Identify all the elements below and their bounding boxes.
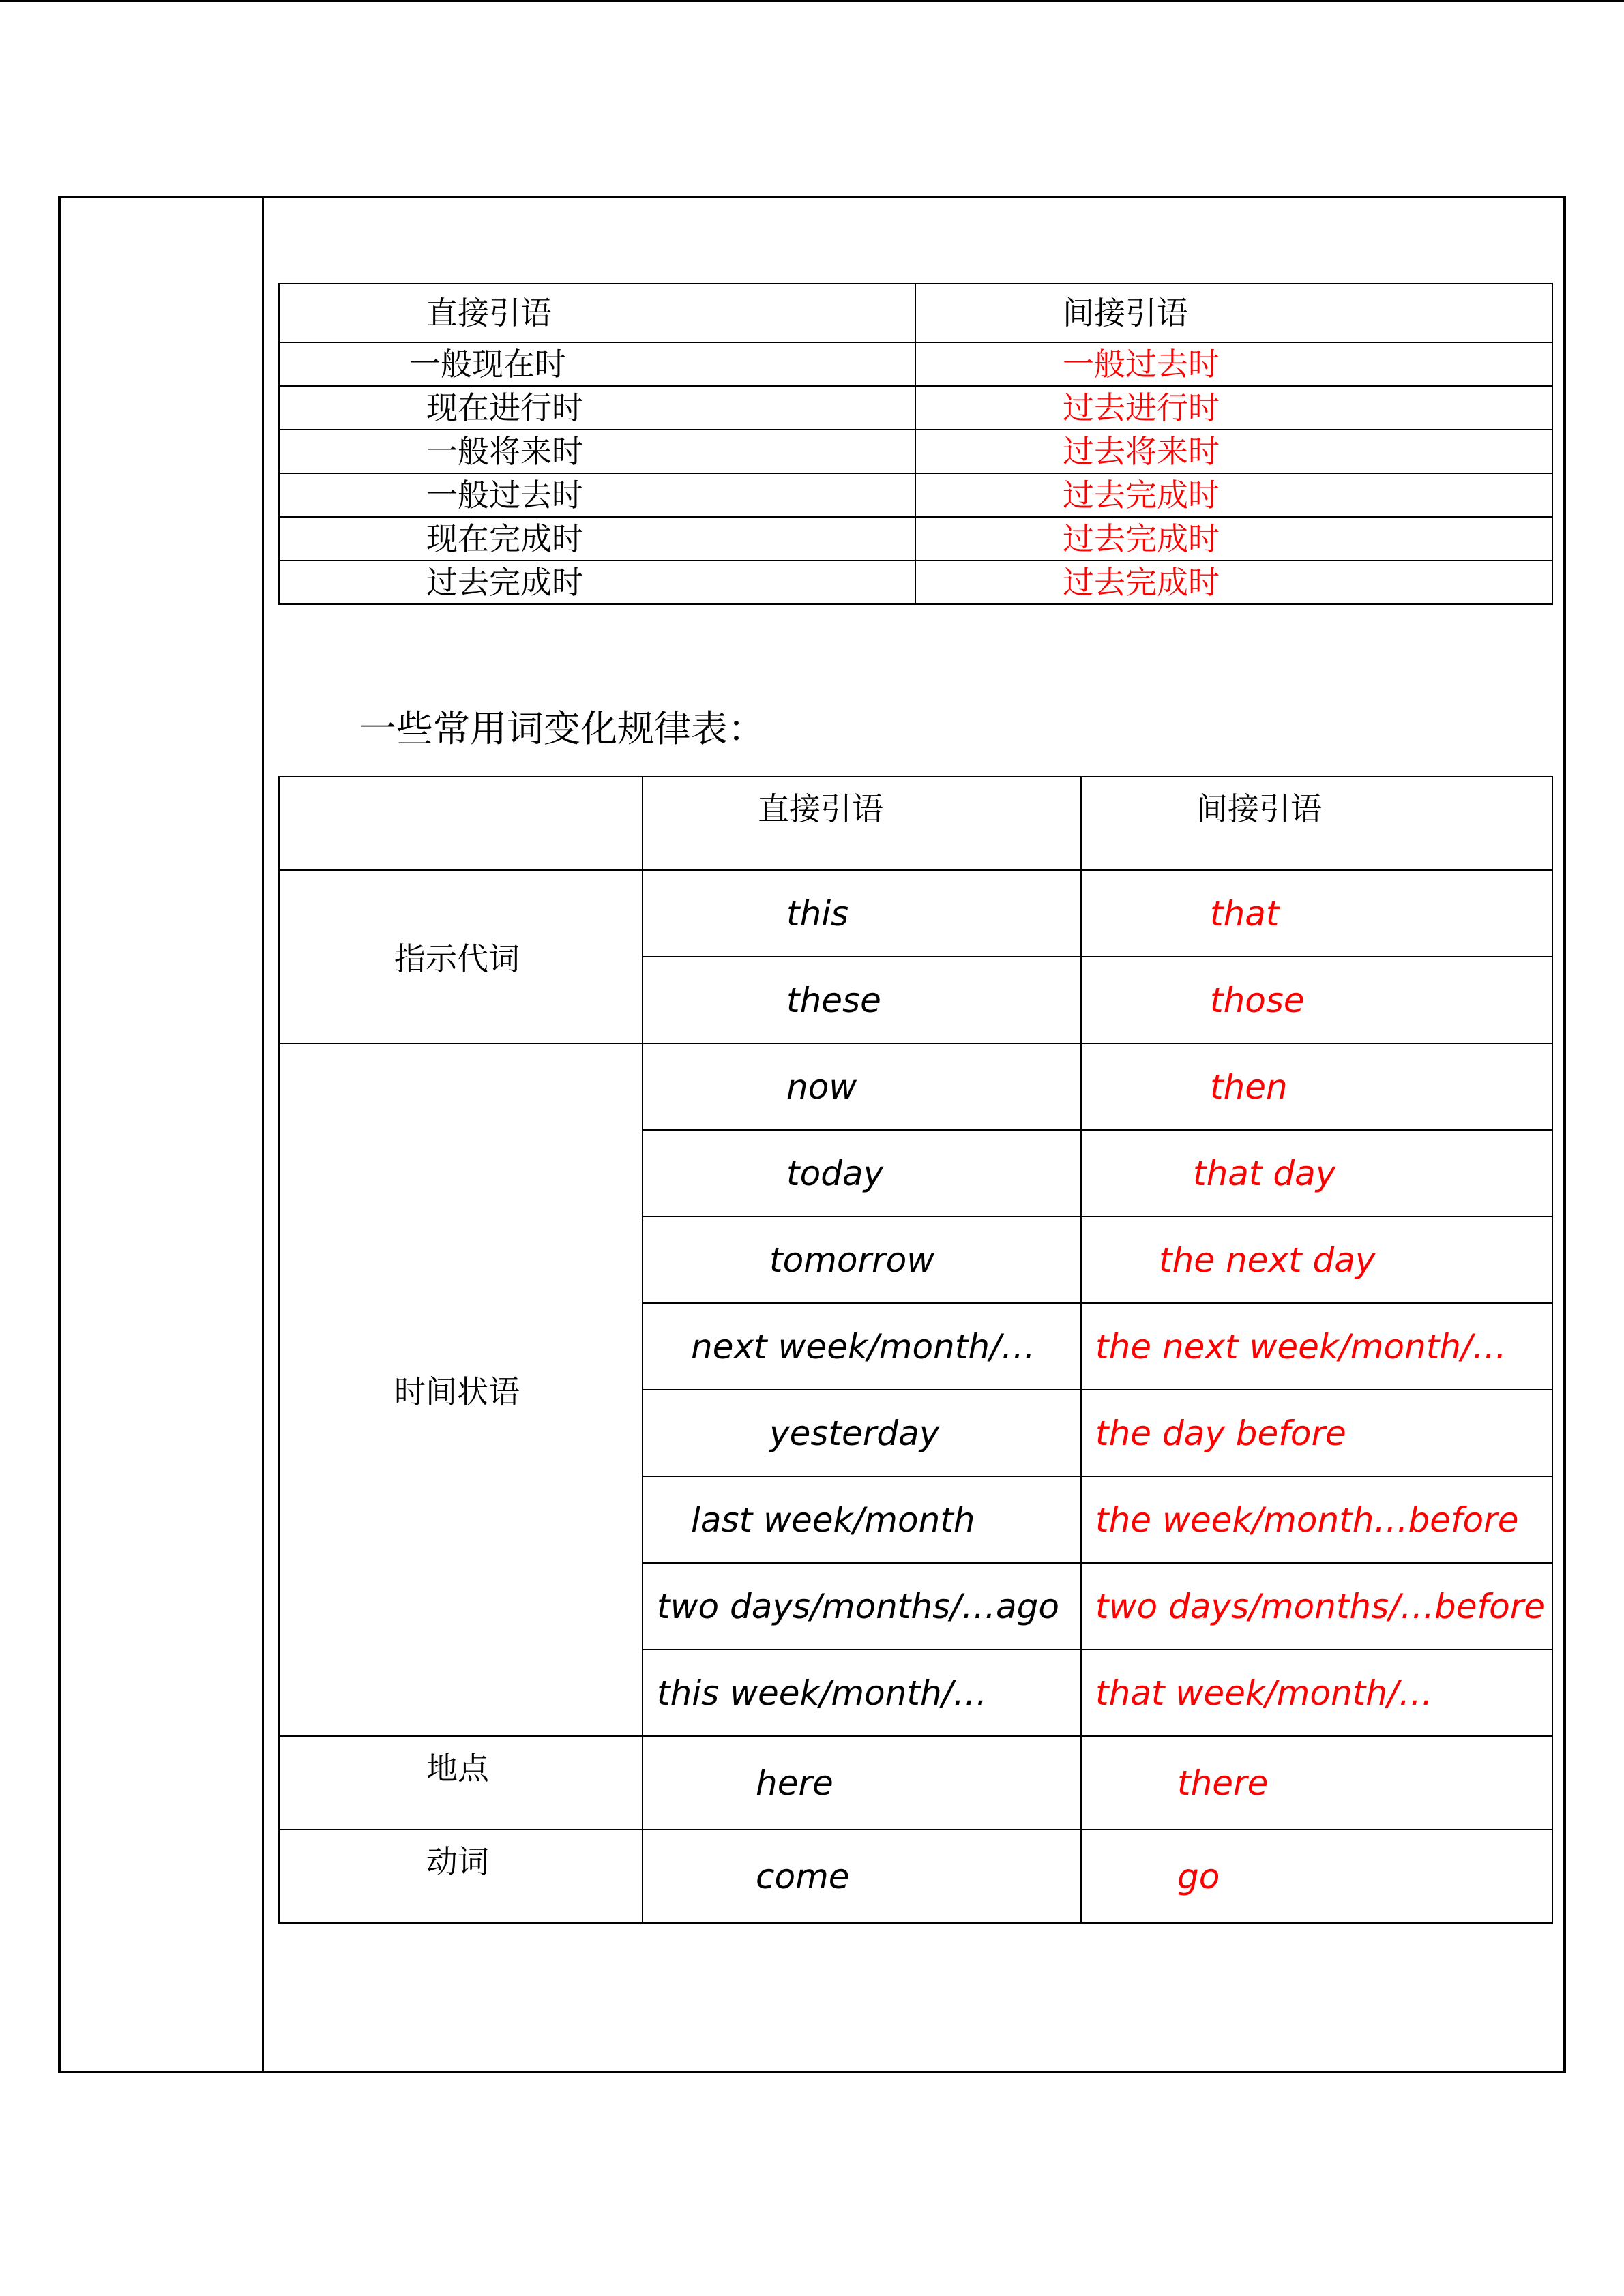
tense-indirect-cell: 过去将来时 bbox=[915, 430, 1552, 473]
indirect-word-cell: then bbox=[1081, 1043, 1552, 1130]
indirect-word-cell: go bbox=[1081, 1830, 1552, 1923]
tense-indirect-cell: 过去完成时 bbox=[915, 473, 1552, 517]
word-row bbox=[279, 1736, 1552, 1830]
direct-word-cell: here bbox=[643, 1736, 1081, 1830]
tense-header-indirect: 间接引语 bbox=[915, 284, 1552, 342]
tense-indirect-cell: 过去完成时 bbox=[915, 517, 1552, 561]
indirect-word-cell: that week/month/… bbox=[1081, 1650, 1552, 1736]
word-row bbox=[279, 1830, 1552, 1923]
direct-word-cell: now bbox=[643, 1043, 1081, 1130]
category-cell-place: 地点 bbox=[279, 1736, 643, 1830]
top-page-rule bbox=[0, 0, 1624, 2]
category-cell-verb: 动词 bbox=[279, 1830, 643, 1923]
word-table-title: 一些常用词变化规律表： bbox=[359, 707, 765, 750]
tense-indirect-cell: 过去完成时 bbox=[915, 561, 1552, 604]
category-cell-demonstrative: 指示代词 bbox=[279, 870, 643, 1043]
word-table-header bbox=[279, 777, 1552, 870]
tense-change-table bbox=[278, 283, 1553, 605]
tense-direct-cell: 现在完成时 bbox=[279, 517, 915, 561]
direct-word-cell: two days/months/…ago bbox=[643, 1563, 1081, 1650]
indirect-word-cell: the next day bbox=[1081, 1217, 1552, 1303]
indirect-word-cell: there bbox=[1081, 1736, 1552, 1830]
tense-row bbox=[279, 386, 1552, 430]
tense-row bbox=[279, 561, 1552, 604]
indirect-word-cell: the week/month…before bbox=[1081, 1476, 1552, 1563]
tense-header-direct: 直接引语 bbox=[279, 284, 915, 342]
tense-row bbox=[279, 342, 1552, 386]
indirect-word-cell: the day before bbox=[1081, 1390, 1552, 1476]
word-header-category bbox=[279, 777, 643, 870]
word-row bbox=[279, 1043, 1552, 1130]
indirect-word-cell: that bbox=[1081, 870, 1552, 957]
direct-word-cell: come bbox=[643, 1830, 1081, 1923]
tense-row bbox=[279, 430, 1552, 473]
word-row bbox=[279, 870, 1552, 957]
indirect-word-cell: two days/months/…before bbox=[1081, 1563, 1552, 1650]
tense-direct-cell: 一般现在时 bbox=[279, 342, 915, 386]
direct-word-cell: next week/month/… bbox=[643, 1303, 1081, 1390]
indirect-word-cell: the next week/month/… bbox=[1081, 1303, 1552, 1390]
tense-indirect-cell: 过去进行时 bbox=[915, 386, 1552, 430]
direct-word-cell: these bbox=[643, 957, 1081, 1043]
tense-direct-cell: 一般过去时 bbox=[279, 473, 915, 517]
indirect-word-cell: that day bbox=[1081, 1130, 1552, 1217]
direct-word-cell: tomorrow bbox=[643, 1217, 1081, 1303]
word-header-indirect: 间接引语 bbox=[1081, 777, 1552, 870]
direct-word-cell: yesterday bbox=[643, 1390, 1081, 1476]
tense-direct-cell: 现在进行时 bbox=[279, 386, 915, 430]
word-header-direct: 直接引语 bbox=[643, 777, 1081, 870]
frame-column-divider bbox=[262, 196, 264, 2073]
tense-row bbox=[279, 473, 1552, 517]
tense-direct-cell: 一般将来时 bbox=[279, 430, 915, 473]
word-change-table bbox=[278, 776, 1553, 1924]
direct-word-cell: today bbox=[643, 1130, 1081, 1217]
direct-word-cell: this bbox=[643, 870, 1081, 957]
indirect-word-cell: those bbox=[1081, 957, 1552, 1043]
direct-word-cell: this week/month/… bbox=[643, 1650, 1081, 1736]
tense-row bbox=[279, 517, 1552, 561]
tense-direct-cell: 过去完成时 bbox=[279, 561, 915, 604]
tense-indirect-cell: 一般过去时 bbox=[915, 342, 1552, 386]
category-cell-time: 时间状语 bbox=[279, 1043, 643, 1736]
tense-table-header bbox=[279, 284, 1552, 342]
direct-word-cell: last week/month bbox=[643, 1476, 1081, 1563]
